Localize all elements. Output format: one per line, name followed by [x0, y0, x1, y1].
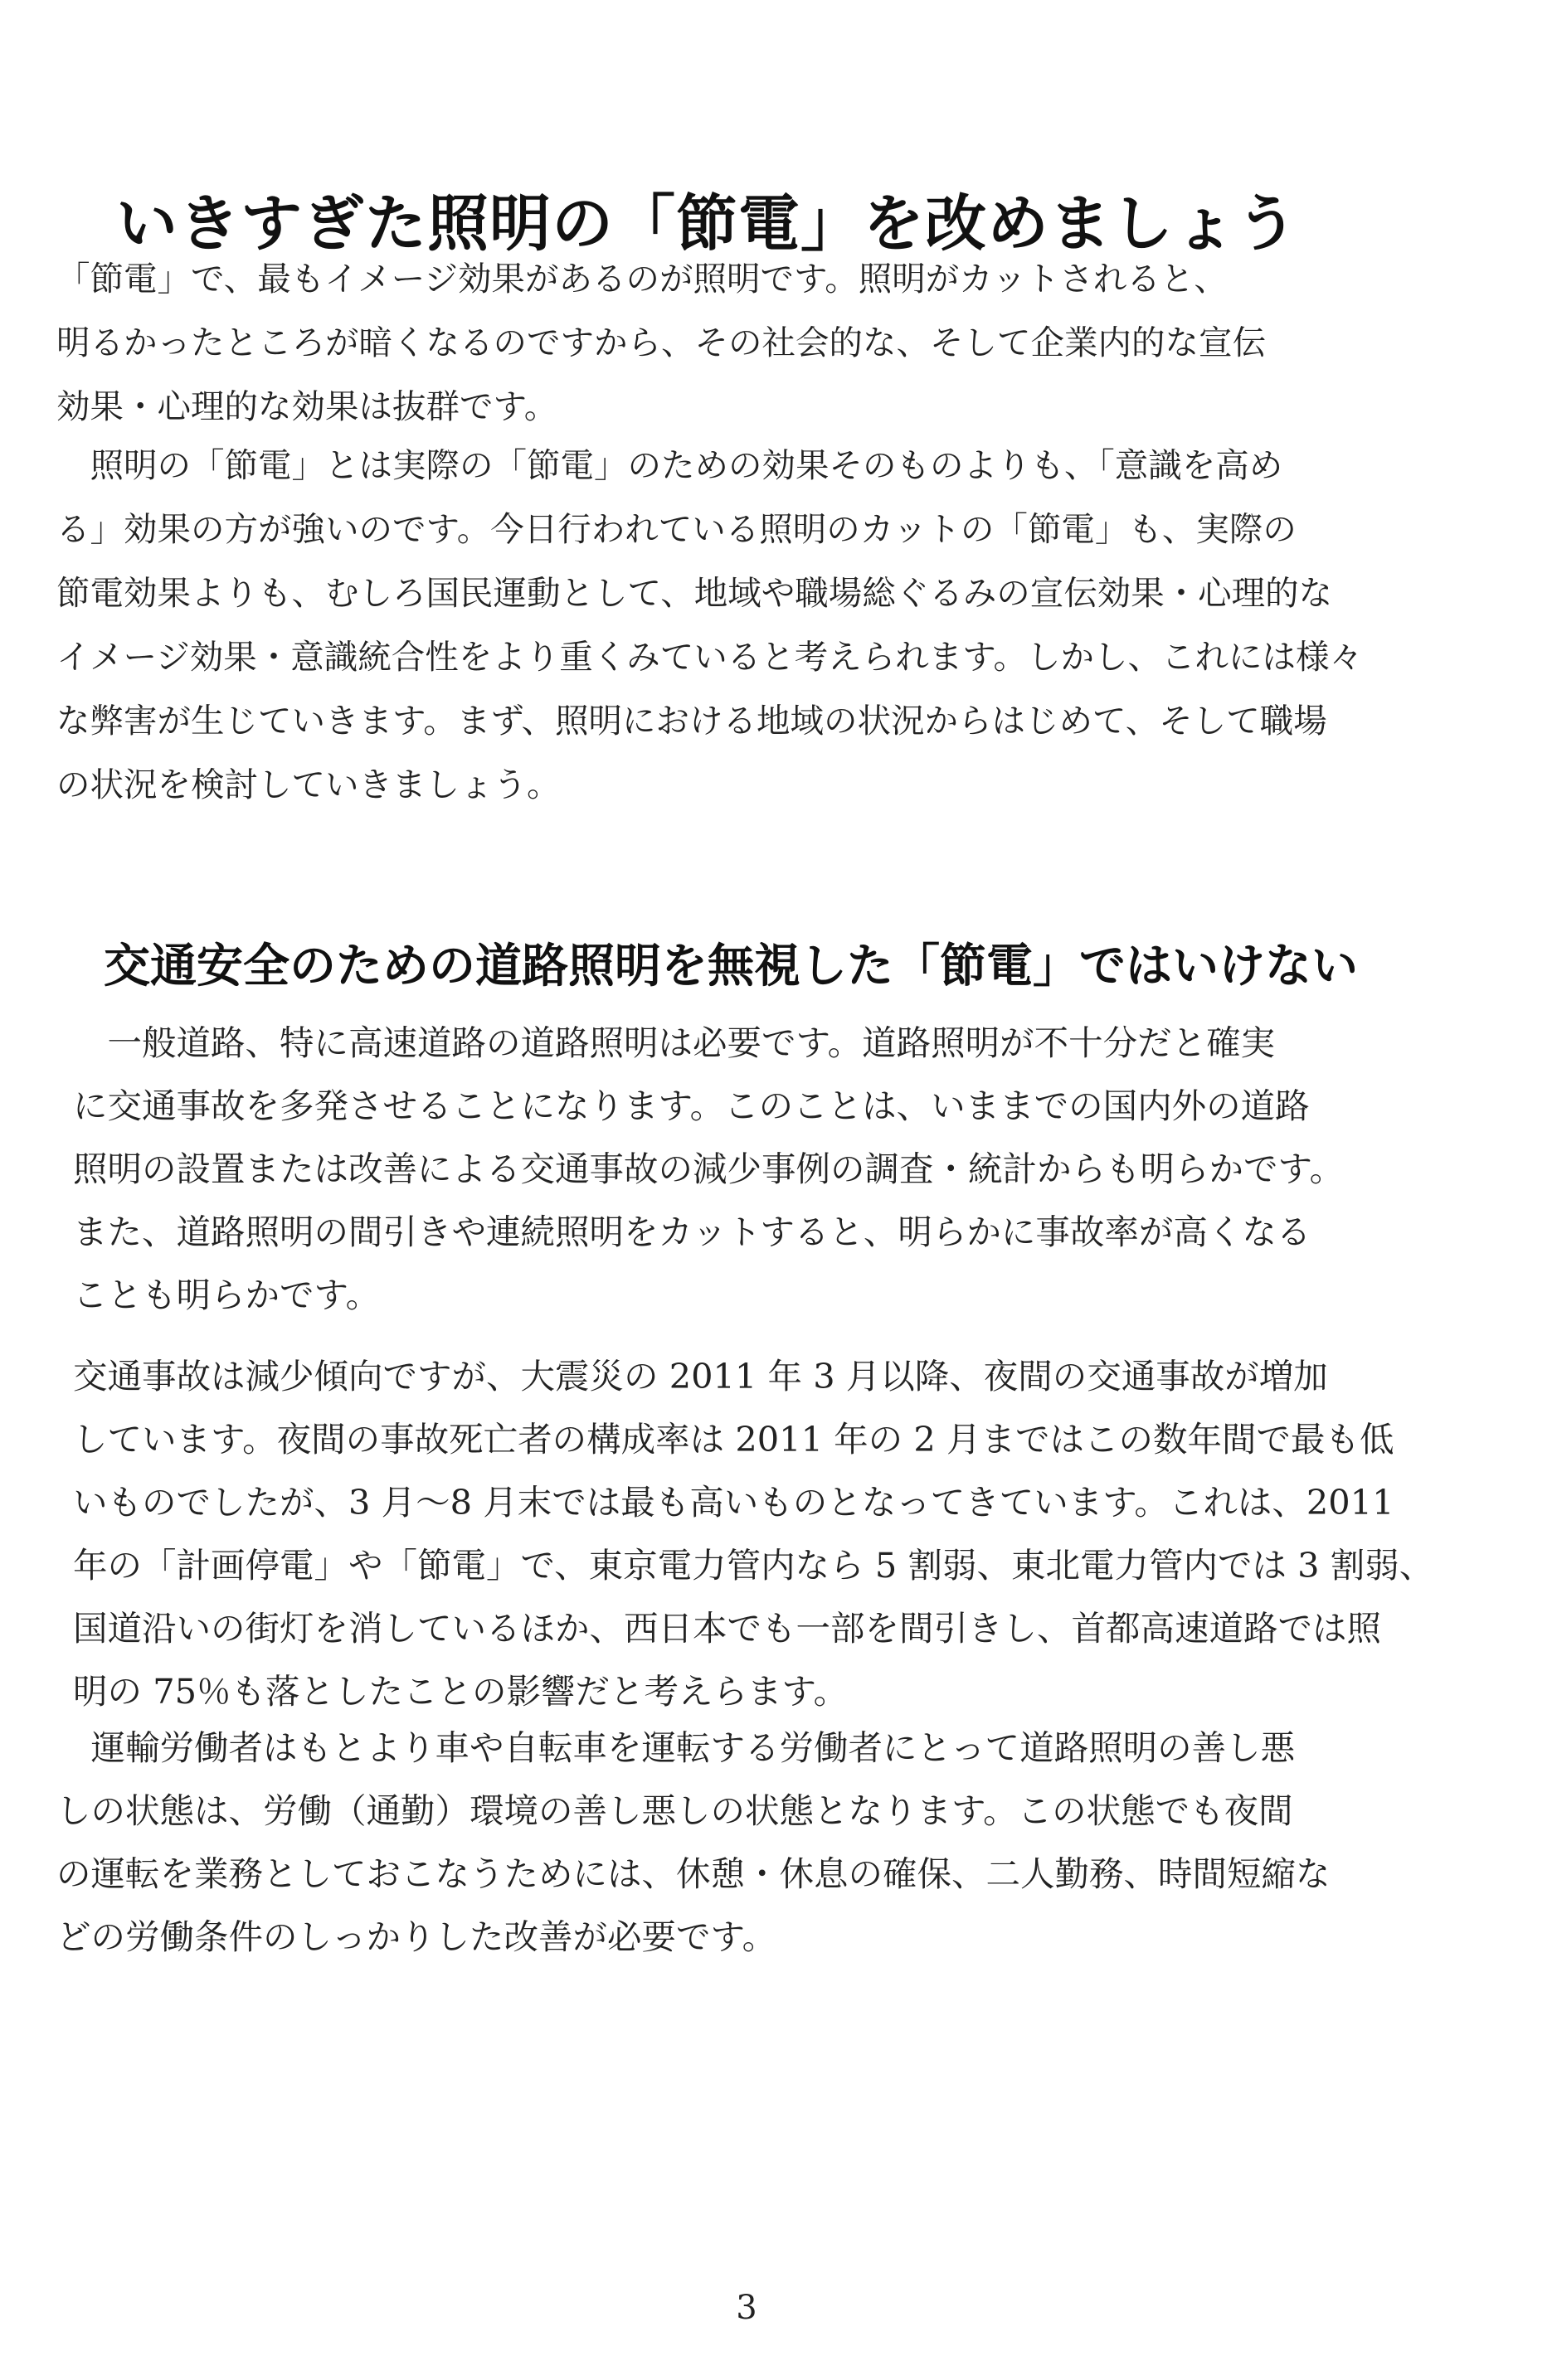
paragraph-lighting-awareness	[56, 434, 1458, 817]
text-line: 運輸労働者はもとより車や自転車を運転する労働者にとって道路照明の善し悪	[56, 1727, 1296, 1768]
text-line: 明の 75％も落としたことの影響だと考えらます。	[73, 1671, 849, 1712]
text-line: な弊害が生じていきます。まず、照明における地域の状況からはじめて、そして職場	[56, 701, 1327, 741]
text-line: 照明の設置または改善による交通事故の減少事例の調査・統計からも明らかです。	[73, 1149, 1345, 1189]
page-number: 3	[736, 2289, 757, 2327]
text-line: る」効果の方が強いのです。今日行われている照明のカットの「節電」も、実際の	[56, 509, 1297, 549]
paragraph-workers-conditions	[56, 1717, 1458, 1969]
text-line: どの労働条件のしっかりした改善が必要です。	[56, 1916, 777, 1957]
text-line: に交通事故を多発させることになります。このことは、いままでの国内外の道路	[73, 1086, 1310, 1126]
text-line: 年の「計画停電」や「節電」で、東京電力管内なら 5 割弱、東北電力管内では 3 割弱、	[73, 1545, 1434, 1586]
text-line: 照明の「節電」とは実際の「節電」のための効果そのものよりも、「意識を高め	[56, 445, 1283, 485]
text-line: また、道路照明の間引きや連続照明をカットすると、明らかに事故率が高くなる	[73, 1212, 1311, 1252]
section-heading: 交通安全のための道路照明を無視した「節電」ではいけない	[104, 940, 1358, 994]
paragraph-road-lighting	[73, 1012, 1475, 1327]
text-line: 節電効果よりも、むしろ国民運動として、地域や職場総ぐるみの宣伝効果・心理的な	[56, 573, 1333, 613]
text-line: しの状態は、労働（通勤）環境の善し悪しの状態となります。この状態でも夜間	[56, 1790, 1293, 1831]
text-line: 明るかったところが暗くなるのですから、その社会的な、そして企業内的な宣伝	[56, 323, 1266, 362]
text-line: いものでしたが、3 月～8 月末では最も高いものとなってきています。これは、2011	[73, 1482, 1394, 1523]
paragraph-accident-statistics	[73, 1345, 1475, 1723]
paragraph-intro	[56, 247, 1458, 439]
text-line: 効果・心理的な効果は抜群です。	[56, 386, 558, 426]
text-line: 一般道路、特に高速道路の道路照明は必要です。道路照明が不十分だと確実	[73, 1022, 1276, 1063]
text-line: の運転を業務としておこなうためには、休憩・休息の確保、二人勤務、時間短縮な	[56, 1853, 1331, 1894]
text-line: 交通事故は減少傾向ですが、大震災の 2011 年 3 月以降、夜間の交通事故が増加	[73, 1356, 1328, 1396]
text-line: 「節電」で、最もイメージ効果があるのが照明です。照明がカットされると、	[56, 259, 1228, 299]
page-title: いきすぎた照明の「節電」を改めましょう	[116, 187, 1298, 260]
text-line: の状況を検討していきましょう。	[56, 765, 561, 804]
text-line: ことも明らかです。	[73, 1275, 381, 1315]
text-line: 国道沿いの街灯を消しているほか、西日本でも一部を間引きし、首都高速道路では照	[73, 1608, 1382, 1649]
text-line: しています。夜間の事故死亡者の構成率は 2011 年の 2 月まではこの数年間で最も低	[73, 1419, 1394, 1460]
text-line: イメージ効果・意識統合性をより重くみていると考えられます。しかし、これには様々	[56, 637, 1364, 677]
